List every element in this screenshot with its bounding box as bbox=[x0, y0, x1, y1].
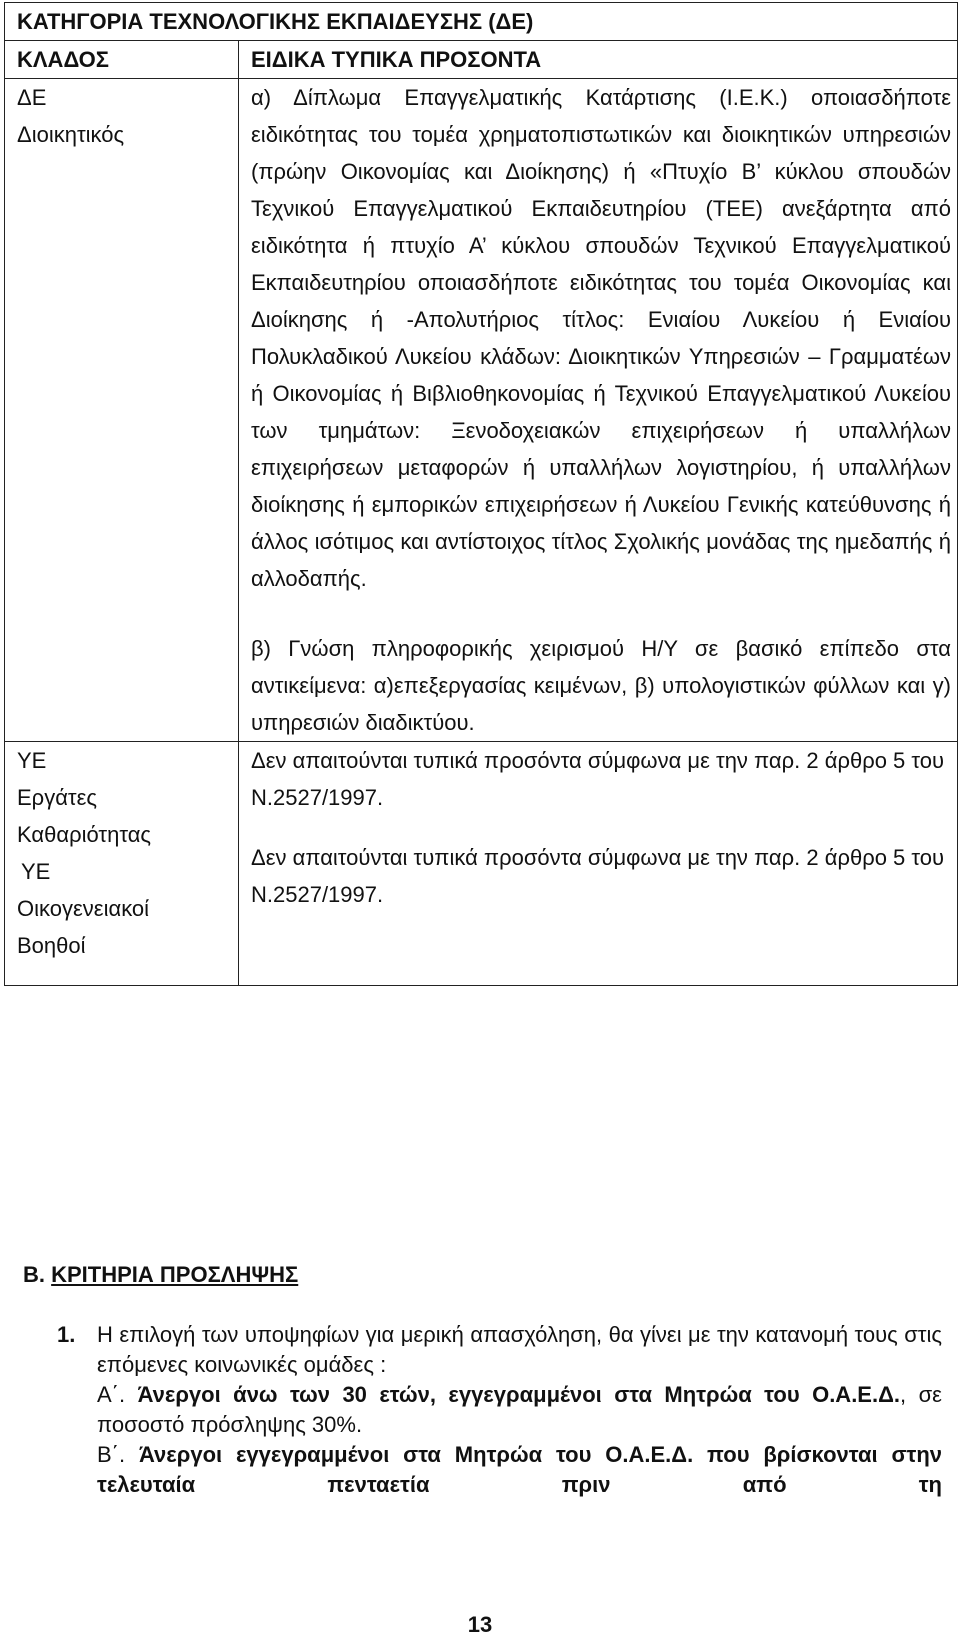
branch-cell bbox=[5, 79, 239, 742]
group-a-detail: , σε ποσοστό πρόσληψης 30%. bbox=[97, 1382, 942, 1437]
category-label: ΥΕ bbox=[17, 748, 47, 773]
column-header-qualifications: ΕΙΔΙΚΑ ΤΥΠΙΚΑ ΠΡΟΣΟΝΤΑ bbox=[239, 41, 958, 79]
branch-name: Διοικητικός bbox=[17, 122, 125, 147]
branch-name: Εργάτες Καθαριότητας bbox=[17, 785, 152, 847]
section-letter: Β. bbox=[23, 1262, 45, 1287]
table-header-row bbox=[5, 41, 958, 79]
qualifications-table bbox=[4, 2, 958, 986]
section-heading bbox=[23, 1262, 298, 1288]
requirement-none: Δεν απαιτούνται τυπικά προσόντα σύμφωνα με την παρ. 2 άρθρο 5 του Ν.2527/1997. bbox=[251, 748, 945, 810]
branch-cell bbox=[5, 742, 239, 986]
requirement-b: β) Γνώση πληροφορικής χειρισμού Η/Υ σε βασικό επίπεδο στα αντικείμενα: α)επεξεργασίας κειμένων, β) υπολογιστικών φύλλων και γ) υπηρεσιών διαδικτύου. bbox=[251, 636, 951, 735]
table-row bbox=[5, 742, 958, 986]
group-a-title: Άνεργοι άνω των 30 ετών, εγγεγραμμένοι στα Μητρώα του Ο.Α.Ε.Δ. bbox=[137, 1382, 901, 1407]
category-title: ΚΑΤΗΓΟΡΙΑ ΤΕΧΝΟΛΟΓΙΚΗΣ ΕΚΠΑΙΔΕΥΣΗΣ (ΔΕ) bbox=[5, 3, 958, 41]
page-number: 13 bbox=[467, 1612, 493, 1637]
criteria-body bbox=[97, 1320, 942, 1500]
requirement-a: α) Δίπλωμα Επαγγελματικής Κατάρτισης (Ι.Ε.Κ.) οποιασδήποτε ειδικότητας του τομέα χρηματοπιστωτικών και διοικητικών υπηρεσιών (πρώην Οικονομίας και Διοίκησης) ή «Πτυχίο Β’ κύκλου σπουδών Τεχνικού Επαγγελματικού Εκπαιδευτηρίου (ΤΕΕ) ανεξάρτητα από ειδικότητα ή πτυχίο Α’ κύκλου σπουδών Τεχνικού Επαγγελματικού Εκπαιδευτηρίου οποιασδήποτε ειδικότητας του τομέα Οικονομίας και Διοίκησης ή -Απολυτήριος τίτλος: Ενιαίου Λυκείου ή Ενιαίου Πολυκλαδικού Λυκείου κλάδων: Διοικητικών Υπηρεσιών – Γραμματέων ή Οικονομίας ή Βιβλιοθηκονομίας ή Τεχνικού Επαγγελματικού Λυκείου των τμημάτων: Ξενοδοχειακών επιχειρήσεων ή υπαλλήλων επιχειρήσεων μεταφορών ή υπαλλήλων λογιστηρίου, ή υπαλλήλων διοίκησης ή εμπορικών επιχειρήσεων ή Λυκείου Γενικής κατεύθυνσης ή άλλος ισότιμος και αντίστοιχος τίτλος Σχολικής μονάδας της ημεδαπής ή αλλοδαπής. bbox=[251, 85, 951, 591]
item-number: 1. bbox=[57, 1322, 76, 1347]
branch-name: Οικογενειακοί Βοηθοί bbox=[17, 896, 150, 958]
table-title-row bbox=[5, 3, 958, 41]
criteria-group-a bbox=[97, 1380, 942, 1440]
criteria-intro: Η επιλογή των υποψηφίων για μερική απασχόληση, θα γίνει με την κατανομή τους στις επόμενες κοινωνικές ομάδες : bbox=[97, 1322, 942, 1377]
section-title: ΚΡΙΤΗΡΙΑ ΠΡΟΣΛΗΨΗΣ bbox=[51, 1262, 299, 1287]
criteria-item bbox=[57, 1320, 942, 1500]
category-label: ΥΕ bbox=[21, 859, 51, 884]
criteria-group-b bbox=[97, 1440, 942, 1500]
category-label: ΔΕ bbox=[17, 85, 47, 110]
group-a-label: Α΄. bbox=[97, 1382, 126, 1407]
group-b-title: Άνεργοι εγγεγραμμένοι στα Μητρώα του Ο.Α.Ε.Δ. που βρίσκονται στην τελευταία πενταετία πριν από τη bbox=[97, 1442, 942, 1497]
group-b-label: Β΄. bbox=[97, 1442, 126, 1467]
column-header-branch: ΚΛΑΔΟΣ bbox=[5, 41, 239, 79]
table-row bbox=[5, 79, 958, 742]
requirement-none: Δεν απαιτούνται τυπικά προσόντα σύμφωνα με την παρ. 2 άρθρο 5 του Ν.2527/1997. bbox=[251, 845, 945, 907]
qualifications-cell bbox=[239, 742, 958, 986]
qualifications-cell bbox=[239, 79, 958, 742]
